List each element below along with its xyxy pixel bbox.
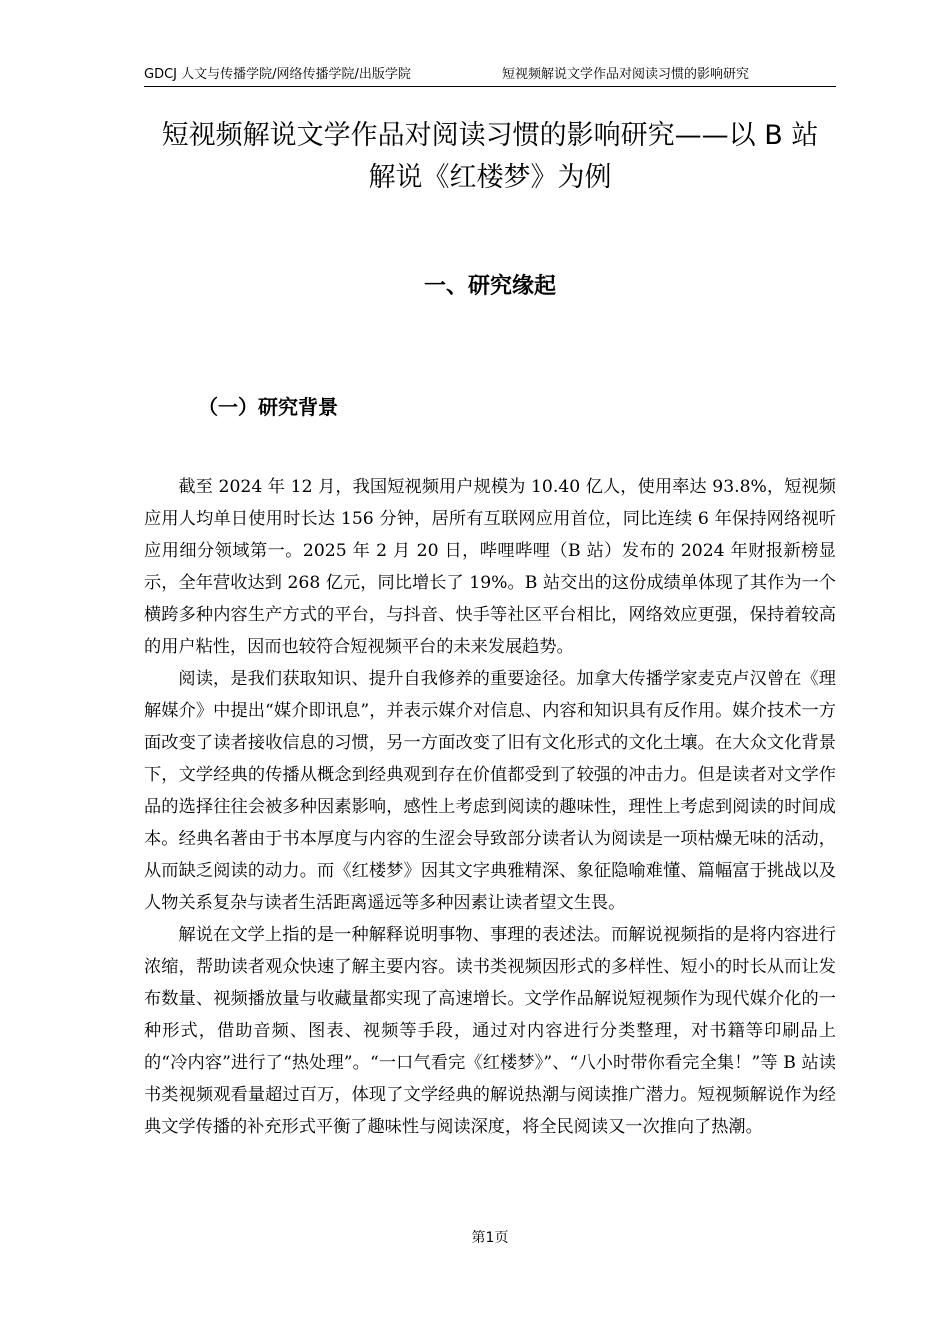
paragraph: 阅读，是我们获取知识、提升自我修养的重要途径。加拿大传播学家麦克卢汉曾在《理解媒介》中提出“媒介即讯息”，并表示媒介对信息、内容和知识具有反作用。媒介技术一方面改变了读者接收信息的习惯，另一方面改变了旧有文化形式的文化土壤。在大众文化背景下，文学经典的传播从概念到经典观到存在价值都受到了较强的冲击力。但是读者对文学作品的选择往往会被多种因素影响，感性上考虑到阅读的趣味性，理性上考虑到阅读的时间成本。经典名著由于书本厚度与内容的生涩会导致部分读者认为阅读是一项枯燥无味的活动，从而缺乏阅读的动力。而《红楼梦》因其文字典雅精深、象征隐喻难懂、篇幅富于挑战以及人物关系复杂与读者生活距离遥远等多种因素让读者望文生畏。 xyxy=(144,669,836,913)
paragraph: 截至 2024 年 12 月，我国短视频用户规模为 10.40 亿人，使用率达 93.8%，短视频应用人均单日使用时长达 156 分钟，居所有互联网应用首位，同比连续 6 年保持网络视听应用细分领域第一。2025 年 2 月 20 日，哔哩哔哩（B 站）发布的 2024 年财报新榜显示，全年营收达到 268 亿元，同比增长了 19%。B 站交出的这份成绩单体现了其作为一个横跨多种内容生产方式的平台，与抖音、快手等社区平台相比，网络效应更强，保持着较高的用户粘性，因而也较符合短视频平台的未来发展趋势。 xyxy=(144,477,836,657)
header-institution: GDCJ 人文与传播学院/网络传播学院/出版学院 xyxy=(144,67,411,82)
paragraph: 解说在文学上指的是一种解释说明事物、事理的表述法。而解说视频指的是将内容进行浓缩，帮助读者观众快速了解主要内容。读书类视频因形式的多样性、短小的时长从而让发布数量、视频播放量与收藏量都实现了高速增长。文学作品解说短视频作为现代媒介化的一种形式，借助音频、图表、视频等手段，通过对内容进行分类整理，对书籍等印刷品上的“冷内容”进行了“热处理”。“一口气看完《红楼梦》”、“八小时带你看完全集！”等 B 站读书类视频观看量超过百万，体现了文学经典的解说热潮与阅读推广潜力。短视频解说作为经典文学传播的补充形式平衡了趣味性与阅读深度，将全民阅读又一次推向了热潮。 xyxy=(144,925,836,1137)
subsection-heading: （一）研究背景 xyxy=(198,395,338,419)
paper-title xyxy=(120,115,860,199)
running-header xyxy=(144,66,836,87)
page-number: 第1页 xyxy=(471,1230,509,1246)
body-text xyxy=(144,471,836,1143)
section-heading: 一、研究缘起 xyxy=(423,274,556,299)
header-paper-title: 短视频解说文学作品对阅读习惯的影响研究 xyxy=(502,67,750,82)
paper-title-line-2: 解说《红楼梦》为例 xyxy=(368,162,612,193)
paper-title-line-1: 短视频解说文学作品对阅读习惯的影响研究——以 B 站 xyxy=(161,120,819,151)
